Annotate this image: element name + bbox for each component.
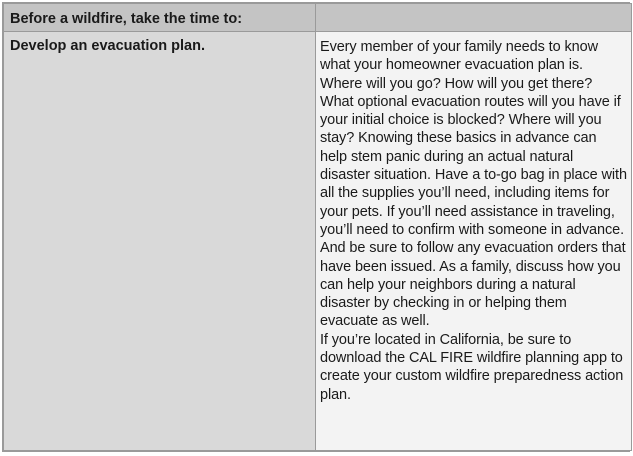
table-row (4, 32, 632, 451)
table-header-row (4, 4, 632, 32)
table-header-empty (316, 4, 632, 32)
wildfire-table-container (2, 2, 630, 452)
row-description (316, 32, 632, 451)
wildfire-preparedness-table (3, 3, 632, 451)
description-paragraph: If you’re located in California, be sure to download the CAL FIRE wildfire planning app to create your custom wildfire preparedness action plan. (320, 331, 624, 403)
row-label: Develop an evacuation plan. (4, 32, 316, 451)
description-paragraph: Every member of your family needs to know what your homeowner evacuation plan is. Where will you go? How will you get there? What optional evacuation routes will you have if your initial choice is blocked? Where will you stay? Knowing these basics in advance can help stem panic during an actual natural disaster situation. Have a to-go bag in place with all the supplies you’ll need, including items for your pets. If you’ll need assistance in traveling, you’ll need to confirm with someone in advance. And be sure to follow any evacuation orders that have been issued. As a family, discuss how you can help your neighbors during a natural disaster by checking in or helping them evacuate as well. (320, 39, 627, 330)
table-header-title: Before a wildfire, take the time to: (4, 4, 316, 32)
